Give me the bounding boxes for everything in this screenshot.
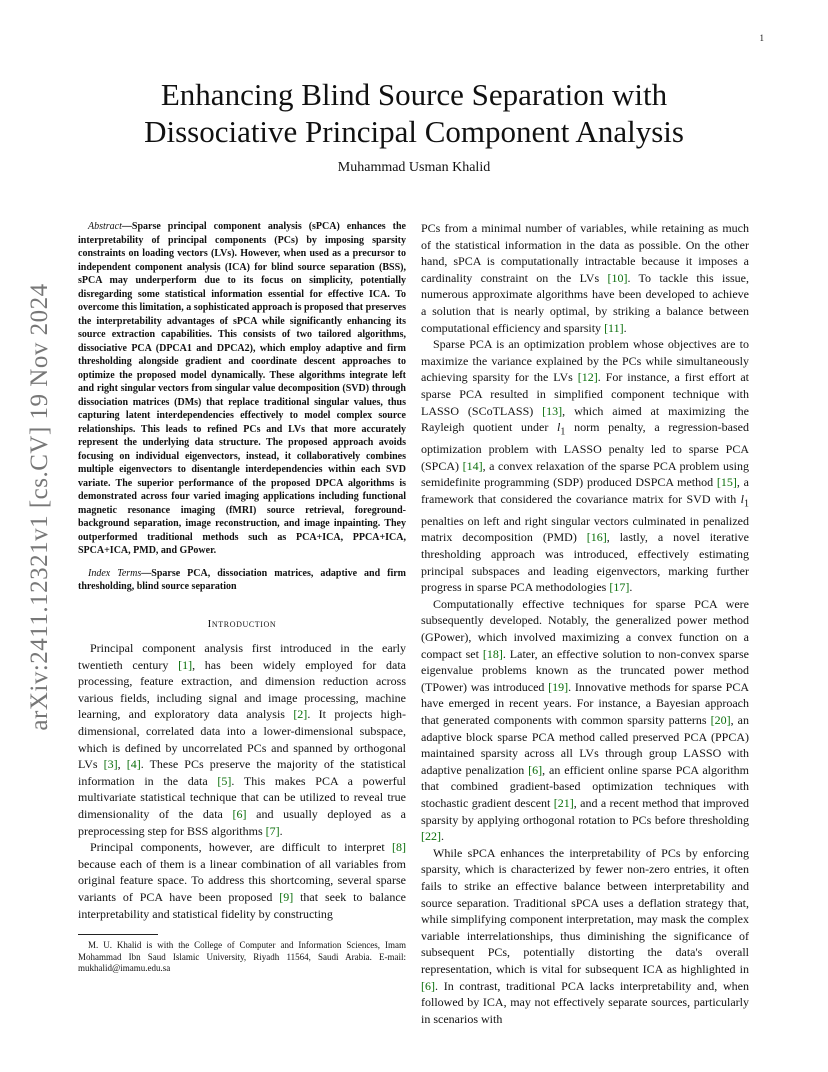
text-run: , has been widely employed for data processing, feature extraction, and dimension reduction across various fields, including signal and image processing, machine learning, and exploratory data analysis [78,657,406,722]
paper-title [80,76,748,150]
math-subscript: 1 [744,498,749,510]
text-run: . [629,580,633,595]
text-run: penalties on left and right singular vectors culminated in penalized matrix decomposition (PMD) [421,513,749,545]
text-run: , a convex relaxation of the sparse PCA problem using semidefinite programming (SDP) produced DSPCA method [421,458,750,490]
citation-link[interactable]: [11] [604,320,624,335]
text-run: . Later, an effective solution to non-convex sparse eigenvalue problems known as the truncated power method (TPower) was introduced [421,646,749,694]
citation-link[interactable]: [4] [126,757,141,772]
text-run: . In contrast, traditional PCA lacks interpretability and, when followed by ICA, may not effectively separate sources, particularly in scenarios with [421,978,749,1026]
text-run: and usually deployed as a preprocessing step for BSS algorithms [78,807,406,838]
body-paragraph-4 [421,845,749,1028]
abstract-text: —Sparse principal component analysis (sPCA) enhances the interpretability of principal components (PCs) by imposing sparsity constraints on loading vectors (LVs). However, when used as a precursor to independent component analysis (ICA) for blind source separation (BSS), sPCA may underperform due to its focus on simplicity, potentially disregarding some statistical information essential for effective ICA. To overcome this limitation, a sophisticated approach is proposed that preserves the interpretability advantages of sPCA while significantly enhancing its source extraction capabilities. This consists of two tailored algorithms, dissociative PCA (DPCA1 and DPCA2), which employ adaptive and firm thresholding alongside gradient and coordinate descent approaches to optimize the proposed model dynamically. These algorithms integrate left and right singular vectors from singular value decomposition (SVD) through dissociation matrices (DMs) that replace traditional singular values, thus capturing latent interdependencies effectively to model complex source relationships. This leads to refined PCs and LVs that more accurately represent the underlying data structure. The proposed approach avoids focusing on individual eigenvectors, instead, it collaboratively combines multiple eigenvectors to disentangle interdependencies within each SVD variate. The superior performance of the proposed DPCA algorithms is demonstrated across four varied imaging applications including functional magnetic resonance imaging (fMRI) source retrieval, foreground-background separation, image reconstruction, and image inpainting. They outperformed traditional methods such as PCA+ICA, PPCA+ICA, SPCA+ICA, PMD, and GPower. [78,221,406,556]
citation-link[interactable]: [17] [609,580,630,595]
citation-link[interactable]: [8] [392,840,406,855]
text-run: , and a recent method that improved sparsity by applying orthogonal rotation to PCs before thresholding [421,795,749,827]
text-run: , lastly, a novel iterative thresholding approach was introduced, effectively estimating principal subspaces and leading eigenvectors, marking further progress in sparse PCA methodologies [421,530,750,595]
citation-link[interactable]: [6] [232,807,247,822]
body-paragraph-2 [421,336,749,596]
body-paragraph-1 [421,220,749,336]
math-symbol: l [557,420,561,435]
citation-link[interactable]: [3] [103,757,118,772]
citation-link[interactable]: [12] [577,370,598,385]
text-run: . [279,823,283,838]
abstract [78,220,406,558]
text-run: . To tackle this issue, numerous approximate algorithms have been developed to achieve a solution that is nearly optimal, by striking a balance between computational efficiency and sparsity [421,270,749,335]
index-terms [78,567,406,594]
right-column [421,220,749,1027]
author-affiliation-footnote: M. U. Khalid is with the College of Computer and Information Sciences, Imam Mohammad Ibn Saud Islamic University, Riyadh 11564, Saudi Arabia. E-mail: mukhalid@imamu.edu.sa [78,940,406,974]
citation-link[interactable]: [1] [178,657,193,672]
text-run: . These PCs preserve the majority of the statistical information in the data [78,757,406,788]
text-run: Principal components, however, are difficult to interpret [90,840,392,855]
left-column [78,220,406,975]
footnote-divider [78,934,158,935]
citation-link[interactable]: [2] [293,707,308,722]
text-run: , a framework that considered the covariance matrix for SVD with [421,475,749,506]
citation-link[interactable]: [6] [421,978,435,993]
text-run: , [117,757,127,772]
text-run: . [623,320,627,335]
text-run: Principal component analysis first introduced in the early twentieth century [78,641,406,672]
text-run: . [441,829,444,844]
abstract-lead: Abstract [88,221,122,232]
paper-title-line-2: Dissociative Principal Component Analysis [144,114,684,149]
citation-link[interactable]: [9] [279,890,294,904]
text-run: . This makes PCA a powerful multivariate statistical technique that can be utilized to reveal true dimensionality of the data [78,773,406,822]
intro-paragraph-2 [78,839,406,922]
citation-link[interactable]: [21] [553,795,574,810]
text-run: because each of them is a linear combination of all variables from original feature space. To address this shortcoming, several sparse variants of PCA have been proposed [78,856,406,904]
citation-link[interactable]: [13] [542,403,563,418]
text-run: Computationally effective techniques for sparse PCA were subsequently developed. Notably, the generalized power method (GPower), which involved maximizing a convex function on a compact set [421,596,749,661]
citation-link[interactable]: [15] [716,475,737,490]
index-terms-lead: Index Terms [88,567,142,579]
text-run: , which aimed at maximizing the Rayleigh quotient under [421,403,749,435]
text-run: While sPCA enhances the interpretability of PCs by enforcing sparsity, which is characterized by fewer non-zero entries, it often fails to strike an effective balance between interpretability and source separation. Traditional sPCA uses a deflation strategy that, while simplifying component interpretation, may mask the complex variable interrelationships, thus diminishing the significance of subsequent PCs, potentially distorting the data's overall representation, which is vital for subsequent ICA as highlighted in [421,845,749,976]
page-number: 1 [759,33,764,43]
body-paragraph-3 [421,596,749,845]
text-run: , an efficient online sparse PCA algorithm that combined gradient-based optimization techniques with stochastic gradient descent [421,762,750,810]
paper-title-line-1: Enhancing Blind Source Separation with [160,77,668,112]
arxiv-identifier-stamp [20,282,60,732]
citation-link[interactable]: [10] [607,270,628,285]
text-run: that seek to balance interpretability and statistical fidelity by constructing [78,890,406,921]
text-run: Sparse PCA is an optimization problem whose objectives are to maximize the variance explained by the PCs while simultaneously achieving sparsity for the LVs [421,337,749,385]
citation-link[interactable]: [7] [265,823,280,838]
intro-paragraph-1 [78,640,406,839]
text-run: , an adaptive block sparse PCA method called preserved PCA (PPCA) maintained sparsity across all LVs through group LASSO with adaptive penalization [421,713,750,777]
math-subscript: 1 [560,426,566,438]
citation-link[interactable]: [20] [710,713,731,727]
arxiv-identifier-text: arXiv:2411.12321v1 [cs.CV] 19 Nov 2024 [26,283,53,731]
math-symbol: l [740,491,744,506]
citation-link[interactable]: [14] [462,458,483,473]
author-name: Muhammad Usman Khalid [337,160,491,175]
citation-link[interactable]: [5] [217,773,232,788]
citation-link[interactable]: [16] [586,530,607,545]
citation-link[interactable]: [22] [421,829,441,844]
index-terms-text: —Sparse PCA, dissociation matrices, adaptive and firm thresholding, blind source separation [78,567,406,592]
text-run: . Innovative methods for sparse PCA have emerged in recent years. For instance, a Bayesian approach that generated components with common sparsity patterns [421,679,749,727]
text-run: norm penalty, a regression-based optimization problem with LASSO penalty led to sparse PCA (SPCA) [421,420,749,473]
text-run: . For instance, a first effort at sparse PCA resulted in simplified component technique with LASSO (SCoTLASS) [421,370,750,418]
citation-link[interactable]: [19] [548,679,569,694]
section-heading-introduction: Introduction [207,617,277,630]
text-run: PCs from a minimal number of variables, while retaining as much of the statistical information in the data as possible. On the other hand, sPCA is computationally intractable because it imposes a cardinality constraint on the LVs [421,221,749,285]
citation-link[interactable]: [18] [482,646,503,661]
citation-link[interactable]: [6] [528,762,543,777]
text-run: . It projects high-dimensional, correlated data into a lower-dimensional subspace, which is defined by uncorrelated PCs and spanned by orthogonal LVs [78,707,406,772]
